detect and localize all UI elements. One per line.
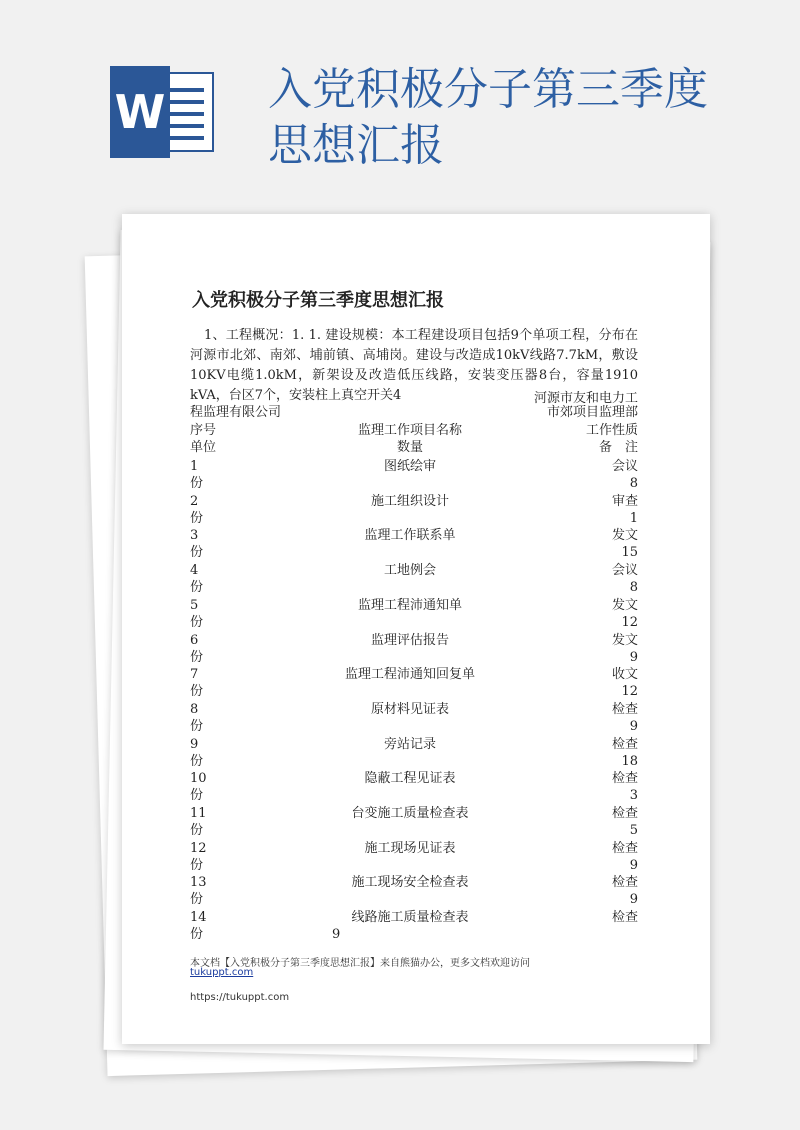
table-row-sub [190,857,638,874]
item-name: 旁站记录 [383,736,436,752]
item-qty: 5 [629,823,638,838]
table-row-sub [190,683,638,700]
item-qty: 1 [629,510,638,526]
table-row-sub [190,822,638,839]
item-type: 检查 [611,875,638,891]
table-row-sub [190,891,638,908]
item-name: 工地例会 [383,563,436,579]
item-qty: 8 [629,580,638,596]
item-qty: 12 [621,684,638,700]
item-unit: 份 [190,684,204,700]
item-name: 原材料见证表 [370,701,449,717]
item-type: 发文 [611,632,638,648]
item-unit: 份 [190,580,204,596]
header-name: 监理工作项目名称 [357,423,462,438]
item-name: 台变施工质量检查表 [351,806,469,821]
item-type: 检查 [611,806,638,821]
table-row-sub [190,787,638,804]
table-row [190,840,638,857]
table-row [190,805,638,822]
item-type: 检查 [611,910,638,926]
item-qty: 8 [629,476,638,491]
item-no: 10 [190,771,207,787]
item-no: 14 [190,910,207,926]
org-right-top: 河源市友和电力工 [533,391,638,406]
item-qty: 9 [629,649,638,665]
item-qty: 3 [629,788,638,804]
table-row [190,458,638,475]
table-row [190,874,638,891]
item-type: 检查 [611,771,638,787]
item-unit: 份 [190,927,204,943]
word-icon [110,66,214,158]
item-qty: 9 [629,892,638,908]
banner-title [268,62,768,174]
item-type: 会议 [611,563,638,579]
document-title: 入党积极分子第三季度思想汇报 [192,290,444,311]
table-row-sub [190,544,638,561]
item-name: 线路施工质量检查表 [351,910,469,926]
table-row-sub [190,579,638,596]
item-name: 监理工程沛通知单 [357,597,462,613]
table-row-sub [190,926,638,943]
intro-text: 1、工程概况：1. 1. 建设规模：本工程建设项目包括9个单项工程，分布在河源市北郊、南郊、埔前镇、高埔岗。建设与改造成10kV线路7.7kM，敷设10KV电缆1.0kM，新架设及改造低压线路，安装变压器8台，容量1910 kVA，台区7个，安装柱上真空开关4 [190,328,638,403]
table-row [190,701,638,718]
footer-link[interactable]: tukuppt.com [190,967,254,978]
item-name: 隐蔽工程见证表 [364,771,456,787]
item-unit: 份 [190,545,204,561]
banner-title-line1: 入党积极分子第三季度 [268,64,708,115]
item-name: 施工现场见证表 [364,840,456,856]
item-unit: 份 [190,649,204,665]
table-row [190,909,638,926]
table-header-row-2 [190,439,638,456]
header-unit: 单位 [190,440,217,455]
table-row-sub [190,510,638,527]
org-row [190,404,638,421]
org-left: 程监理有限公司 [190,405,282,420]
item-type: 审查 [611,493,638,509]
table-row [190,770,638,787]
item-type: 检查 [611,840,638,856]
item-name: 监理工作联系单 [364,528,456,544]
table-row [190,493,638,510]
header-note: 备 注 [598,440,638,455]
table-header-row [190,422,638,439]
item-no: 2 [190,493,199,509]
item-unit: 份 [190,788,204,804]
item-no: 3 [190,528,199,544]
item-qty: 9 [332,927,341,943]
org-right-bottom: 市郊项目监理部 [546,405,638,420]
footer-note: 本文档【入党积极分子第三季度思想汇报】来自熊猫办公，更多文档欢迎访问 [190,958,530,969]
item-qty: 9 [629,718,638,734]
item-qty: 18 [621,753,638,769]
item-no: 9 [190,736,199,752]
table-row [190,736,638,753]
item-type: 发文 [611,528,638,544]
item-unit: 份 [190,857,204,873]
item-type: 收文 [611,667,638,683]
table-row [190,666,638,683]
item-type: 检查 [611,736,638,752]
table-row-sub [190,475,638,492]
item-unit: 份 [190,823,204,838]
table-row [190,632,638,649]
item-no: 8 [190,701,199,717]
table-row-sub [190,649,638,666]
item-no: 12 [190,840,207,856]
item-unit: 份 [190,892,204,908]
table-row-sub [190,614,638,631]
item-no: 5 [190,597,199,613]
item-no: 7 [190,667,199,683]
table-row-sub [190,753,638,770]
item-qty: 12 [621,614,638,630]
header-type: 工作性质 [585,423,638,438]
item-no: 13 [190,875,207,891]
item-unit: 份 [190,718,204,734]
item-name: 施工现场安全检查表 [351,875,469,891]
item-no: 6 [190,632,199,648]
banner-title-line2: 思想汇报 [268,120,444,171]
item-qty: 9 [629,857,638,873]
item-name: 图纸绘审 [383,459,436,474]
item-unit: 份 [190,614,204,630]
item-name: 监理工程沛通知回复单 [344,667,475,683]
document-page [122,214,710,1044]
header-qty: 数量 [396,440,423,455]
item-qty: 15 [621,545,638,561]
item-unit: 份 [190,753,204,769]
table-row-sub [190,718,638,735]
footer-url: https://tukuppt.com [190,992,290,1003]
header-no: 序号 [190,423,217,438]
item-name: 施工组织设计 [370,493,449,509]
item-no: 4 [190,563,199,579]
item-type: 检查 [611,701,638,717]
table-row [190,527,638,544]
item-type: 发文 [611,597,638,613]
item-no: 11 [190,806,207,821]
table-row [190,597,638,614]
item-type: 会议 [611,459,638,474]
item-unit: 份 [190,510,204,526]
banner [0,0,800,200]
word-badge: W [110,66,170,158]
item-name: 监理评估报告 [370,632,449,648]
item-unit: 份 [190,476,204,491]
item-no: 1 [190,459,199,474]
table-row [190,562,638,579]
